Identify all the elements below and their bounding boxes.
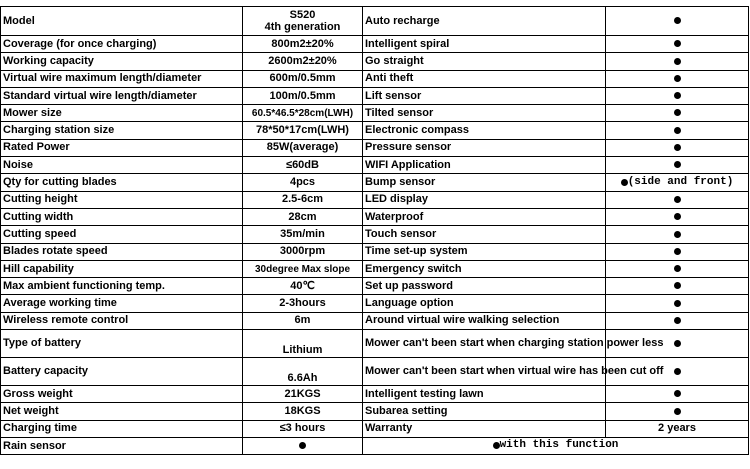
spec-value: 800m2±20% [243, 36, 363, 53]
feature-mark [606, 312, 749, 329]
spec-value: 2.5-6cm [243, 191, 363, 208]
feature-label: Intelligent spiral [363, 36, 606, 53]
spec-table [0, 6, 749, 455]
dot-icon [674, 368, 681, 375]
spec-value: 6.6Ah [243, 358, 363, 386]
spec-row [1, 191, 749, 208]
dot-icon [674, 408, 681, 415]
feature-label: Tilted sensor [363, 105, 606, 122]
spec-row [1, 260, 749, 277]
spec-value: 100m/0.5mm [243, 87, 363, 104]
feature-label: Around virtual wire walking selection [363, 312, 606, 329]
spec-table-body [1, 7, 749, 455]
spec-row [1, 278, 749, 295]
spec-label: Gross weight [1, 386, 243, 403]
spec-row [1, 358, 749, 386]
spec-label: Battery capacity [1, 358, 243, 386]
spec-label: Qty for cutting blades [1, 174, 243, 191]
feature-label: Mower can't been start when charging station power less [363, 330, 606, 358]
feature-label: Warranty [363, 420, 606, 437]
spec-row [1, 105, 749, 122]
spec-label: Coverage (for once charging) [1, 36, 243, 53]
spec-row [1, 87, 749, 104]
dot-icon [674, 317, 681, 324]
feature-label: Mower can't been start when virtual wire has been cut off [363, 358, 606, 386]
feature-mark [606, 403, 749, 420]
feature-mark [606, 139, 749, 156]
spec-label: Wireless remote control [1, 312, 243, 329]
spec-value: 85W(average) [243, 139, 363, 156]
feature-mark [606, 226, 749, 243]
spec-value: 600m/0.5mm [243, 70, 363, 87]
spec-label: Charging station size [1, 122, 243, 139]
feature-label: Time set-up system [363, 243, 606, 260]
spec-label: Rated Power [1, 139, 243, 156]
dot-icon [674, 17, 681, 24]
spec-label: Cutting speed [1, 226, 243, 243]
spec-label: Virtual wire maximum length/diameter [1, 70, 243, 87]
dot-icon [674, 161, 681, 168]
spec-row [1, 226, 749, 243]
spec-value: ≤60dB [243, 157, 363, 174]
spec-value: 4pcs [243, 174, 363, 191]
feature-label: Set up password [363, 278, 606, 295]
feature-label: WIFI Application [363, 157, 606, 174]
spec-label: Hill capability [1, 260, 243, 277]
legend-cell [363, 437, 749, 454]
feature-mark [606, 191, 749, 208]
feature-mark [606, 36, 749, 53]
feature-mark [606, 105, 749, 122]
feature-mark [606, 157, 749, 174]
mark-note: (side and front) [627, 175, 734, 188]
header-mark [606, 7, 749, 36]
dot-icon [621, 179, 628, 186]
feature-label: Electronic compass [363, 122, 606, 139]
spec-row [1, 174, 749, 191]
feature-label: Bump sensor [363, 174, 606, 191]
dot-icon [674, 231, 681, 238]
spec-label: Cutting width [1, 208, 243, 225]
feature-label: Subarea setting [363, 403, 606, 420]
feature-mark [606, 243, 749, 260]
spec-label: Noise [1, 157, 243, 174]
spec-label: Rain sensor [1, 437, 243, 454]
header-row [1, 7, 749, 36]
spec-row [1, 295, 749, 312]
dot-icon [674, 127, 681, 134]
spec-value: 28cm [243, 208, 363, 225]
spec-value: 21KGS [243, 386, 363, 403]
feature-mark [606, 122, 749, 139]
feature-mark [606, 386, 749, 403]
feature-label: Anti theft [363, 70, 606, 87]
spec-row [1, 312, 749, 329]
spec-label: Working capacity [1, 53, 243, 70]
spec-label: Mower size [1, 105, 243, 122]
spec-value: 2600m2±20% [243, 53, 363, 70]
feature-label: Waterproof [363, 208, 606, 225]
model-cell [243, 7, 363, 36]
spec-label: Average working time [1, 295, 243, 312]
spec-row [1, 53, 749, 70]
model-generation: 4th generation [264, 21, 341, 33]
dot-icon [674, 196, 681, 203]
spec-row [1, 330, 749, 358]
spec-row [1, 36, 749, 53]
dot-icon [674, 248, 681, 255]
dot-icon [674, 265, 681, 272]
dot-icon [674, 390, 681, 397]
spec-value: 60.5*46.5*28cm(LWH) [243, 105, 363, 122]
feature-label: Touch sensor [363, 226, 606, 243]
feature-mark [606, 87, 749, 104]
rain-sensor-mark [243, 437, 363, 454]
dot-icon [674, 144, 681, 151]
spec-value: 30degree Max slope [243, 260, 363, 277]
spec-value: 40℃ [243, 278, 363, 295]
feature-label: Pressure sensor [363, 139, 606, 156]
spec-label: Net weight [1, 403, 243, 420]
dot-icon [674, 300, 681, 307]
feature-mark [606, 260, 749, 277]
spec-value: 35m/min [243, 226, 363, 243]
spec-value: 78*50*17cm(LWH) [243, 122, 363, 139]
dot-icon [493, 442, 500, 449]
feature-mark [606, 278, 749, 295]
feature-mark [606, 208, 749, 225]
spec-row [1, 243, 749, 260]
spec-row [1, 208, 749, 225]
spec-value: 6m [243, 312, 363, 329]
dot-icon [674, 75, 681, 82]
spec-row [1, 70, 749, 87]
spec-value: Lithium [243, 330, 363, 358]
spec-label: Cutting height [1, 191, 243, 208]
dot-icon [299, 442, 306, 449]
feature-label: Intelligent testing lawn [363, 386, 606, 403]
dot-icon [674, 109, 681, 116]
spec-label: Standard virtual wire length/diameter [1, 87, 243, 104]
spec-row [1, 386, 749, 403]
spec-row [1, 437, 749, 454]
spec-label: Type of battery [1, 330, 243, 358]
spec-value: 3000rpm [243, 243, 363, 260]
dot-icon [674, 213, 681, 220]
spec-row [1, 420, 749, 437]
feature-mark [606, 420, 749, 437]
dot-icon [674, 40, 681, 47]
feature-mark [606, 295, 749, 312]
dot-icon [674, 58, 681, 65]
spec-label: Blades rotate speed [1, 243, 243, 260]
spec-row [1, 139, 749, 156]
spec-value: 18KGS [243, 403, 363, 420]
feature-label: Language option [363, 295, 606, 312]
legend-text: with this function [499, 439, 619, 452]
spec-label: Max ambient functioning temp. [1, 278, 243, 295]
feature-mark [606, 53, 749, 70]
feature-mark [606, 174, 749, 191]
spec-label: Charging time [1, 420, 243, 437]
feature-label: LED display [363, 191, 606, 208]
feature-mark [606, 70, 749, 87]
feature-label: Emergency switch [363, 260, 606, 277]
dot-icon [674, 92, 681, 99]
feature-label: Go straight [363, 53, 606, 70]
spec-row [1, 122, 749, 139]
spec-row [1, 403, 749, 420]
header-label: Model [1, 7, 243, 36]
warranty-value: 2 years [658, 422, 696, 435]
spec-value: ≤3 hours [243, 420, 363, 437]
spec-row [1, 157, 749, 174]
model-name: S520 [289, 9, 316, 21]
feature-label: Lift sensor [363, 87, 606, 104]
header-feature: Auto recharge [363, 7, 606, 36]
dot-icon [674, 282, 681, 289]
spec-value: 2-3hours [243, 295, 363, 312]
dot-icon [674, 340, 681, 347]
